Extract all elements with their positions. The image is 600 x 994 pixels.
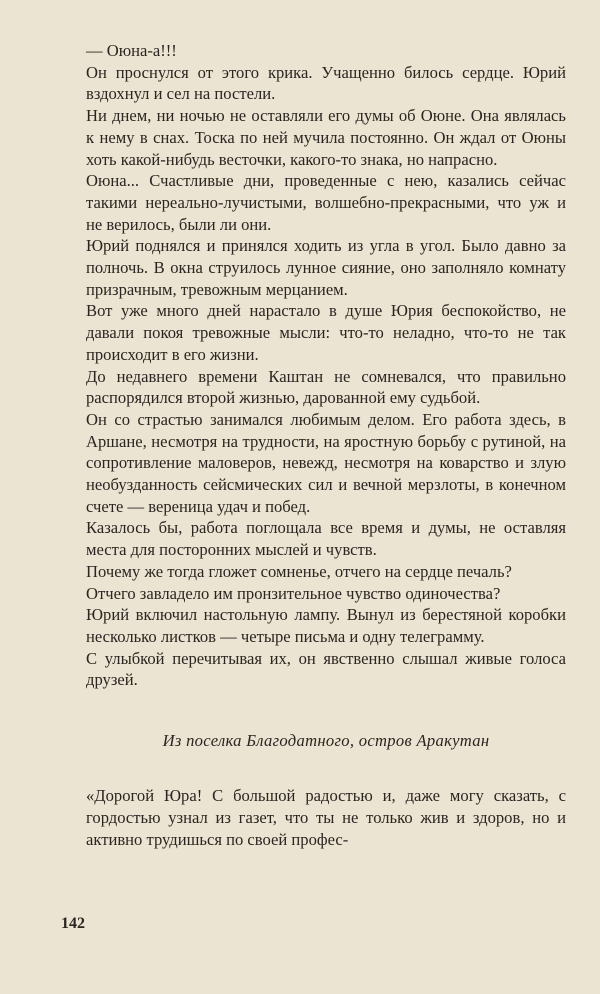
paragraph: С улыбкой перечитывая их, он явственно слышал живые голоса друзей. [86,648,566,690]
paragraph: Юрий поднялся и принялся ходить из угла в угол. Было давно за полночь. В окна струилось лунное сияние, оно заполняло комнату призрачным, тревожным мерцанием. [86,236,566,299]
paragraph: Он со страстью занимался любимым делом. Его работа здесь, в Аршане, несмотря на трудности, на яростную борьбу с рутиной, на сопротивление маловеров, невежд, несмотря на коварство и злую необузданность сейсмических сил и вечной мерзлоты, в конечном счете — вереница удач и побед. [86,409,566,516]
paragraph: Он проснулся от этого крика. Учащенно билось сердце. Юрий вздохнул и сел на постели. [86,62,566,104]
paragraph: Оюна... Счастливые дни, проведенные с нею, казались сейчас такими нереально-лучистыми, волшебно-прекрасными, что уж и не верилось, были ли они. [86,171,566,234]
paragraph: Почему же тогда гложет сомненье, отчего на сердце печаль? [86,561,512,581]
paragraph: Казалось бы, работа поглощала все время и думы, не оставляя места для посторонних мыслей и чувств. [86,518,566,560]
main-text [86,40,566,691]
letter-paragraph: «Дорогой Юра! С большой радостью и, даже могу сказать, с гордостью узнал из газет, что ты не только жив и здоров, но и активно трудишься по своей профес- [86,786,566,849]
page-number: 142 [61,915,85,932]
paragraph: — Оюна-а!!! [86,41,177,60]
paragraph: Вот уже много дней нарастало в душе Юрия беспокойство, не давали покоя тревожные мысли: что-то неладно, что-то не так происходит в его жизни. [86,301,566,364]
section-heading: Из поселка Благодатного, остров Аракутан [162,731,490,751]
letter-text [86,785,566,850]
paragraph: До недавнего времени Каштан не сомневался, что правильно распорядился второй жизнью, дарованной ему судьбой. [86,366,566,408]
paragraph: Отчего завладело им пронзительное чувство одиночества? [86,583,501,603]
paragraph: Ни днем, ни ночью не оставляли его думы об Оюне. Она являлась к нему в снах. Тоска по ней мучила постоянно. Он ждал от Оюны хоть какой-нибудь весточки, какого-то знака, но напрасно. [86,106,566,169]
paragraph: Юрий включил настольную лампу. Вынул из берестяной коробки несколько листков — четыре письма и одну телеграмму. [86,605,566,646]
